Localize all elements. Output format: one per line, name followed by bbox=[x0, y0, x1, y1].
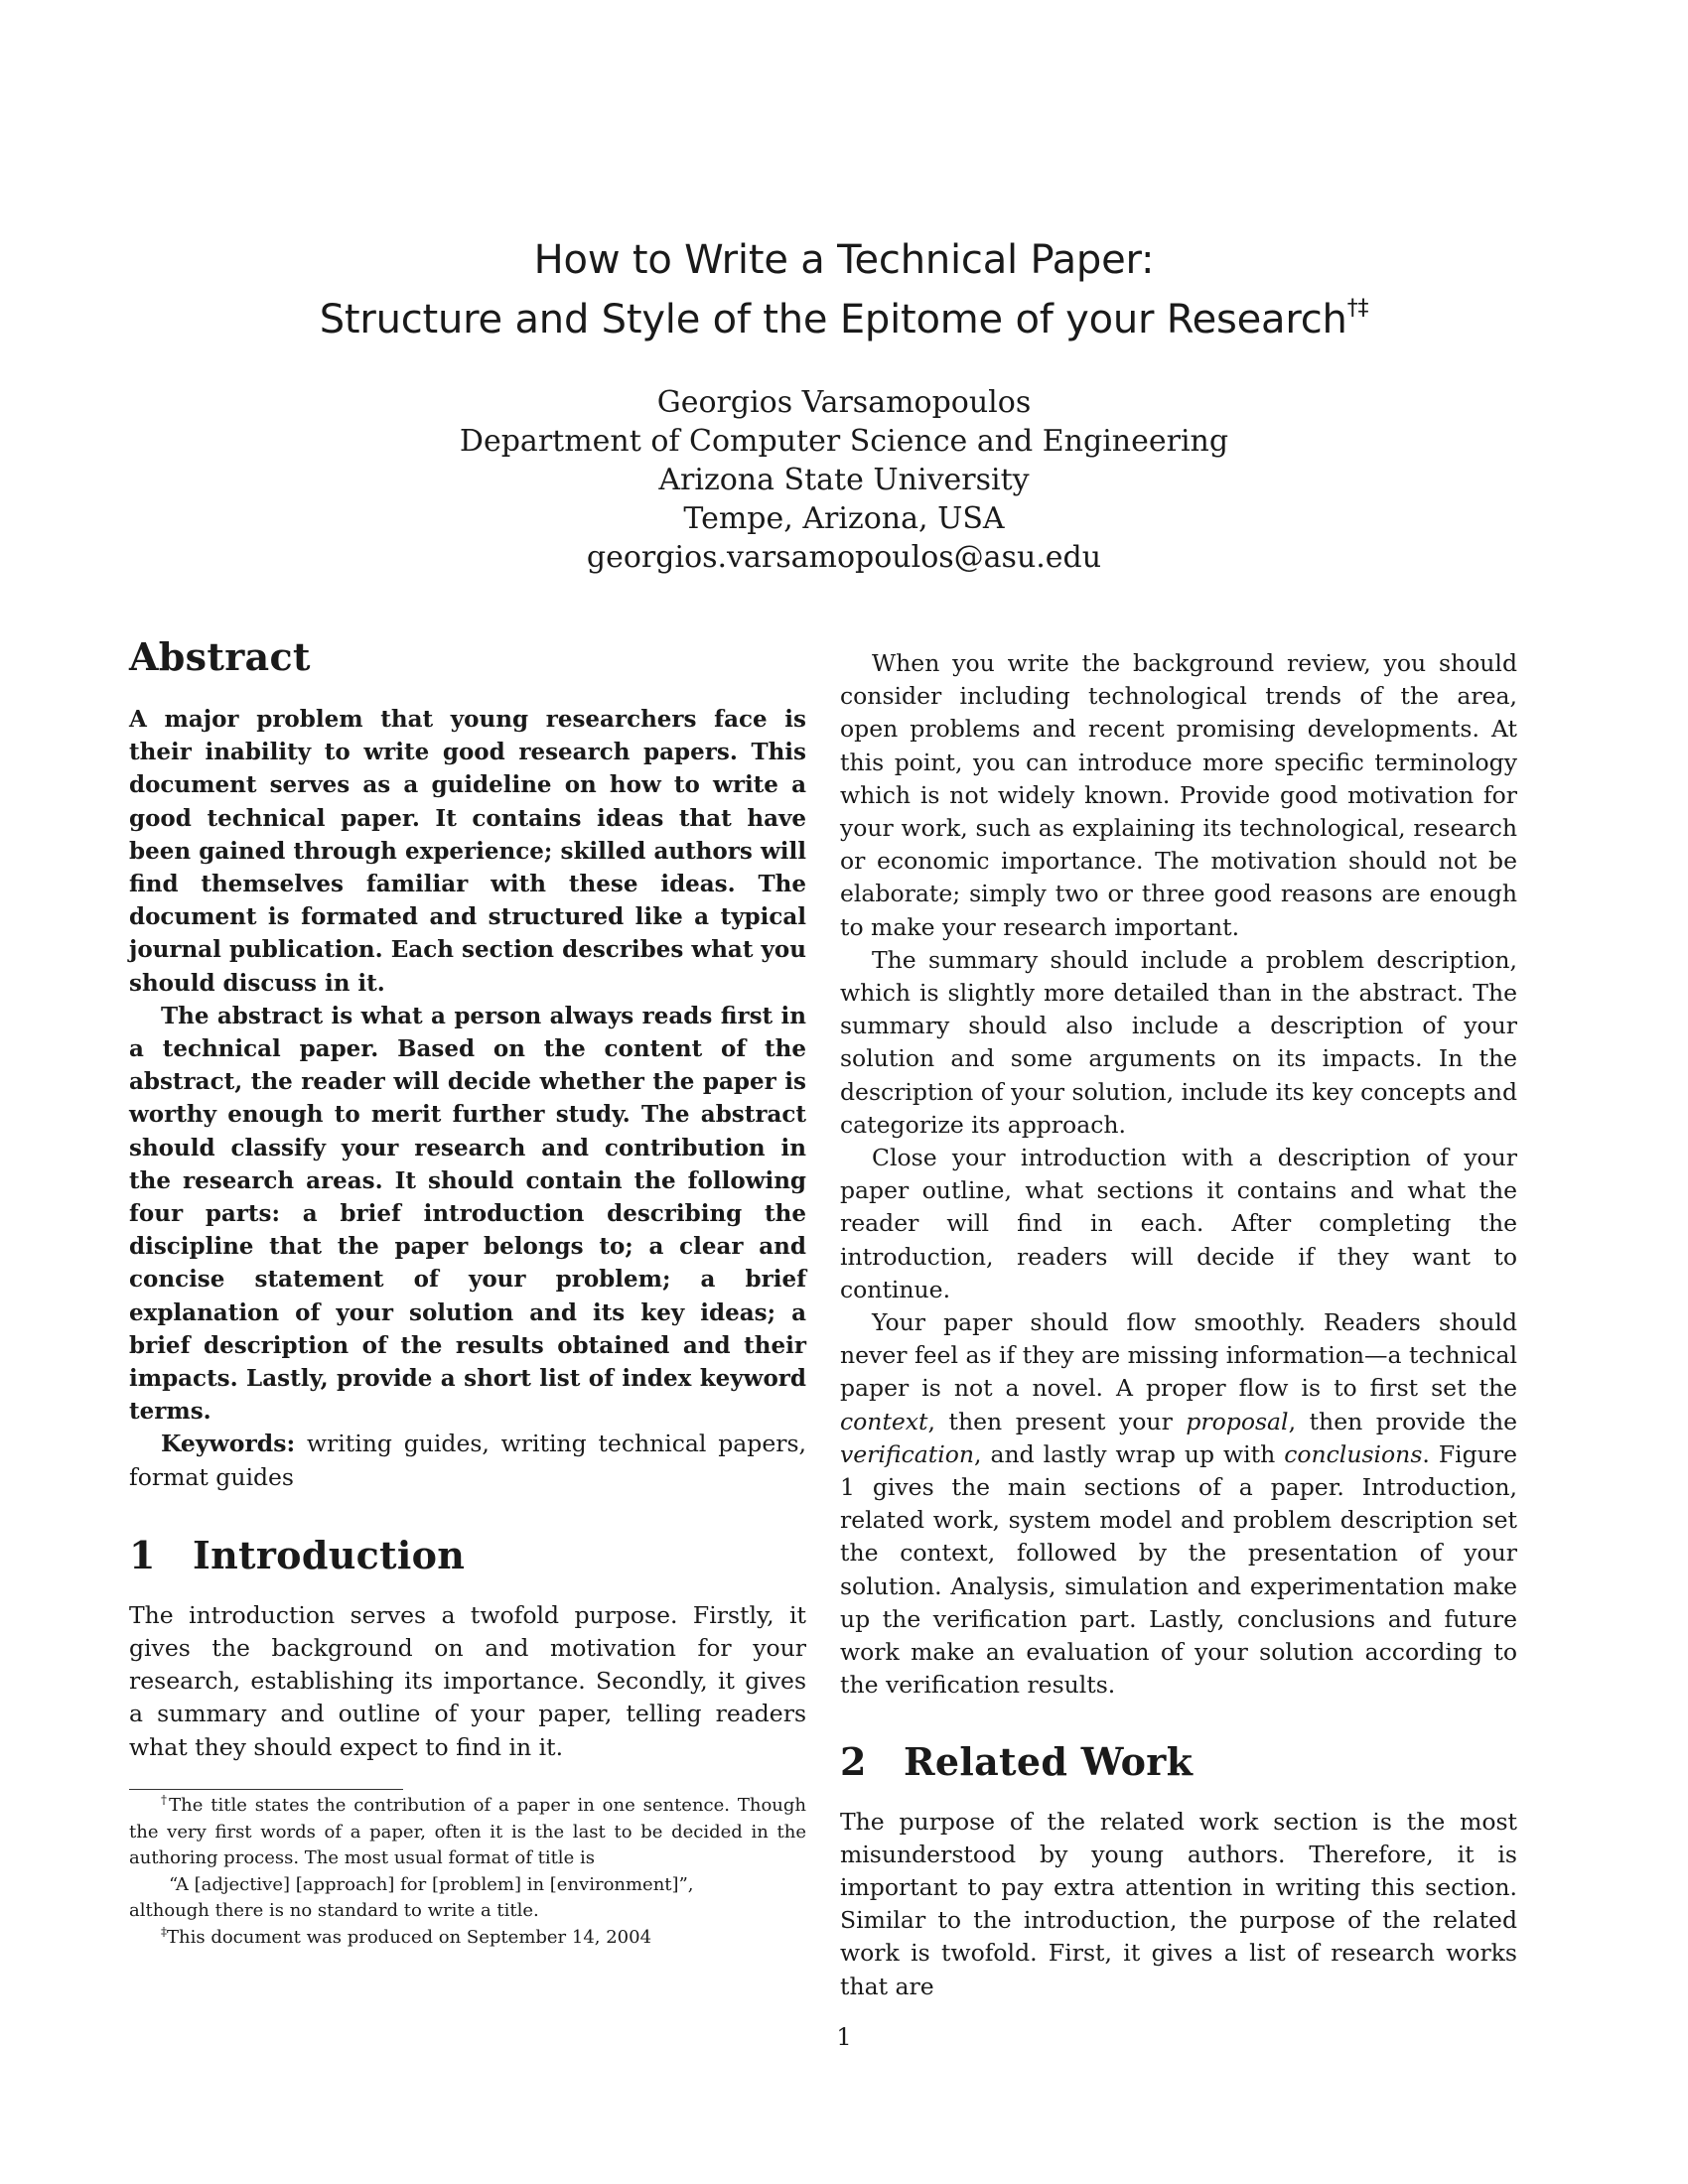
footnote-ddagger bbox=[129, 1925, 806, 1952]
abstract-paragraph-1: A major problem that young researchers face is their inability to write good research papers. This document serves as a guideline on how to write a good technical paper. It contains ideas that have been gained through experience; skilled authors will find themselves familiar with these ideas. The document is formated and structured like a typical journal publication. Each section describes what you should discuss in it. bbox=[129, 706, 806, 997]
section-2-heading bbox=[840, 1738, 1517, 1786]
section-2-number: 2 bbox=[840, 1738, 867, 1784]
p5-text-b: , then present your bbox=[927, 1407, 1187, 1435]
p5-text-e: . Figure 1 gives the main sections of a paper. Introduction, related work, system model and problem description set the context, followed by the presentation of your solution. Analysis, simulation and experimentation make up the verification part. Lastly, conclusions and future work make an evaluation of your solution according to the verification results. bbox=[840, 1439, 1517, 1700]
title-line-2-text: Structure and Style of the Epitome of your Research bbox=[319, 297, 1347, 342]
section-1-title: Introduction bbox=[193, 1532, 466, 1577]
author-name: Georgios Varsamopoulos bbox=[656, 385, 1032, 420]
p5-text-d: , and lastly wrap up with bbox=[974, 1439, 1285, 1468]
footnotes bbox=[129, 1783, 806, 1951]
footnote-ddagger-text: This document was produced on September 14, 2004 bbox=[167, 1926, 652, 1948]
paper-title bbox=[99, 230, 1589, 349]
intro-paragraph-2: When you write the background review, you should consider including technological trends of the area, open problems and recent promising developments. At this point, you can introduce more specific terminology which is not widely known. Provide good motivation for your work, such as explaining its technological, research or economic importance. The motivation should not be elaborate; simply two or three good reasons are enough to make your research important. bbox=[840, 649, 1517, 941]
footnote-ddagger-mark: ‡ bbox=[161, 1924, 167, 1939]
title-footnote-marks[interactable]: †‡ bbox=[1346, 296, 1369, 321]
footnote-dagger bbox=[129, 1793, 806, 1872]
keywords-line bbox=[129, 1428, 806, 1493]
title-line-2 bbox=[99, 290, 1589, 349]
author-email[interactable]: georgios.varsamopoulos@asu.edu bbox=[586, 540, 1102, 575]
p5-emph-proposal: proposal bbox=[1186, 1407, 1289, 1435]
footnote-dagger-text: The title states the contribution of a paper in one sentence. Though the very first words of a paper, often it is the last to be decided in the authoring process. The most usual format of title is bbox=[129, 1795, 806, 1868]
related-work-paragraph-1: The purpose of the related work section is the most misunderstood by young authors. Therefore, it is important to pay extra attention in writing this section. Similar to the introduction, the purpose of the related work is twofold. First, it gives a list of research works that are bbox=[840, 1807, 1517, 2000]
keywords-text: writing guides, writing technical papers, format guides bbox=[129, 1430, 806, 1491]
p5-emph-verification: verification bbox=[840, 1439, 975, 1468]
section-1-number: 1 bbox=[129, 1532, 156, 1577]
keywords-label: Keywords: bbox=[161, 1430, 296, 1458]
right-column bbox=[840, 647, 1517, 2003]
footnote-dagger-quote: “A [adjective] [approach] for [problem] in [environment]”, bbox=[169, 1873, 694, 1895]
intro-paragraph-4: Close your introduction with a description of your paper outline, what sections it contains and what the reader will find in each. After completing the introduction, readers will decide if they want to continue. bbox=[840, 1144, 1517, 1303]
p5-text-a: Your paper should flow smoothly. Readers should never feel as if they are missing information—a technical paper is not a novel. A proper flow is to first set the bbox=[840, 1308, 1517, 1403]
p5-emph-conclusions: conclusions bbox=[1284, 1439, 1423, 1468]
p5-text-c: , then provide the bbox=[1288, 1407, 1518, 1435]
footnote-dagger-mark: † bbox=[161, 1793, 170, 1807]
section-2-title: Related Work bbox=[904, 1738, 1194, 1784]
author-department: Department of Computer Science and Engineering bbox=[459, 424, 1229, 459]
abstract-heading: Abstract bbox=[129, 634, 311, 679]
intro-paragraph-5 bbox=[840, 1306, 1517, 1702]
section-1-heading bbox=[129, 1532, 806, 1579]
p5-emph-context: context bbox=[840, 1407, 928, 1435]
intro-paragraph-3: The summary should include a problem description, which is slightly more detailed than in the abstract. The summary should also include a description of your solution and some arguments on its impacts. In the description of your solution, include its key concepts and categorize its approach. bbox=[840, 945, 1517, 1139]
page-number: 1 bbox=[836, 2023, 852, 2051]
footnote-dagger-tail: although there is no standard to write a title. bbox=[129, 1900, 539, 1921]
author-location: Tempe, Arizona, USA bbox=[683, 501, 1005, 536]
left-column bbox=[129, 633, 806, 1764]
author-block bbox=[99, 383, 1589, 577]
author-university: Arizona State University bbox=[658, 463, 1030, 497]
abstract-paragraph-2: The abstract is what a person always reads first in a technical paper. Based on the content of the abstract, the reader will decide whether the paper is worthy enough to merit further study. The abstract should classify your research and contribution in the research areas. It should contain the following four parts: a brief introduction describing the discipline that the paper belongs to; a clear and concise statement of your problem; a brief explanation of your solution and its key ideas; a brief description of the results obtained and their impacts. Lastly, provide a short list of index keyword terms. bbox=[129, 1002, 806, 1426]
title-line-1: How to Write a Technical Paper: bbox=[533, 237, 1155, 283]
intro-paragraph-1: The introduction serves a twofold purpose. Firstly, it gives the background on and motivation for your research, establishing its importance. Secondly, it gives a summary and outline of your paper, telling readers what they should expect to find in it. bbox=[129, 1600, 806, 1761]
